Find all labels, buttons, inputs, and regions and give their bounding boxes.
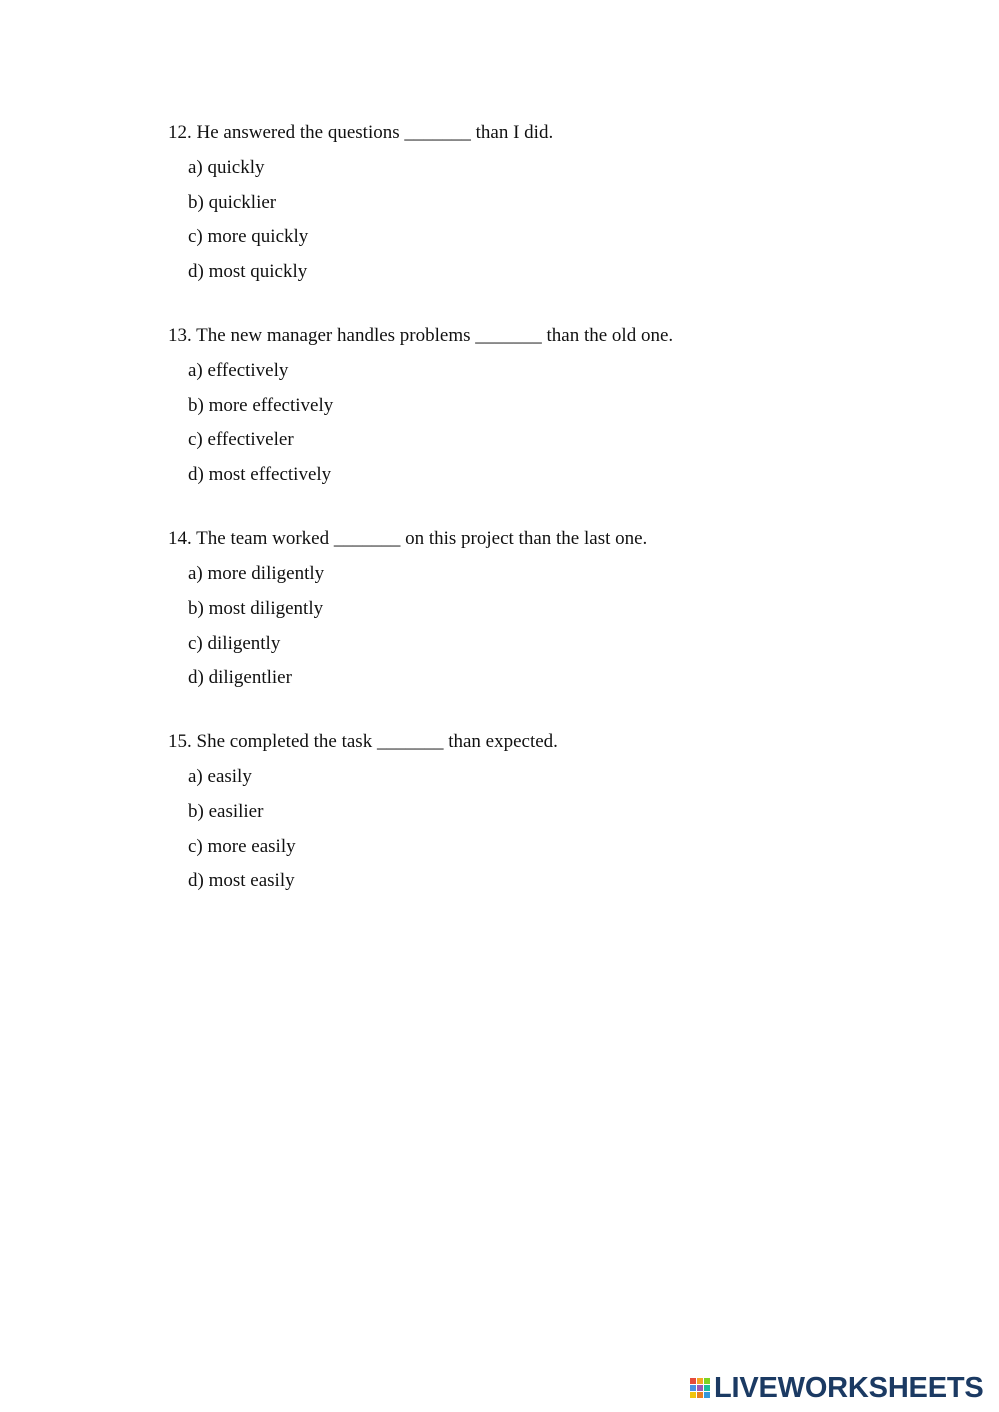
- question-text: 13. The new manager handles problems _______ than the old one.: [168, 325, 674, 347]
- option-c[interactable]: c) more quickly: [188, 226, 309, 248]
- option-d[interactable]: d) most effectively: [188, 464, 332, 486]
- option-b[interactable]: b) more effectively: [188, 394, 334, 416]
- liveworksheets-logo-icon: [690, 1376, 710, 1400]
- options-list: [168, 153, 928, 287]
- option-a[interactable]: a) more diligently: [188, 563, 325, 585]
- option-a[interactable]: a) quickly: [188, 157, 265, 178]
- option-b[interactable]: b) most diligently: [188, 597, 324, 619]
- options-list: [168, 356, 928, 490]
- question-text: 15. She completed the task _______ than expected.: [168, 731, 558, 753]
- question-text: 14. The team worked _______ on this project than the last one.: [168, 528, 648, 550]
- option-c[interactable]: c) more easily: [188, 835, 296, 857]
- option-d[interactable]: d) most quickly: [188, 261, 308, 283]
- option-b[interactable]: b) quicklier: [188, 191, 277, 213]
- option-a[interactable]: a) easily: [188, 766, 252, 788]
- option-d[interactable]: d) diligentlier: [188, 667, 292, 689]
- worksheet: [168, 118, 928, 930]
- option-a[interactable]: a) effectively: [188, 360, 289, 382]
- question-13: [168, 321, 928, 490]
- question-text: 12. He answered the questions _______ than I did.: [168, 122, 554, 143]
- brand-logo[interactable]: [690, 1372, 984, 1404]
- option-b[interactable]: b) easilier: [188, 800, 264, 822]
- option-c[interactable]: c) diligently: [188, 632, 281, 654]
- question-15: [168, 727, 928, 896]
- option-d[interactable]: d) most easily: [188, 870, 295, 892]
- options-list: [168, 559, 928, 693]
- option-c[interactable]: c) effectiveler: [188, 429, 294, 451]
- question-14: [168, 524, 928, 693]
- options-list: [168, 762, 928, 896]
- question-12: [168, 118, 928, 287]
- brand-name: LIVEWORKSHEETS: [714, 1372, 984, 1404]
